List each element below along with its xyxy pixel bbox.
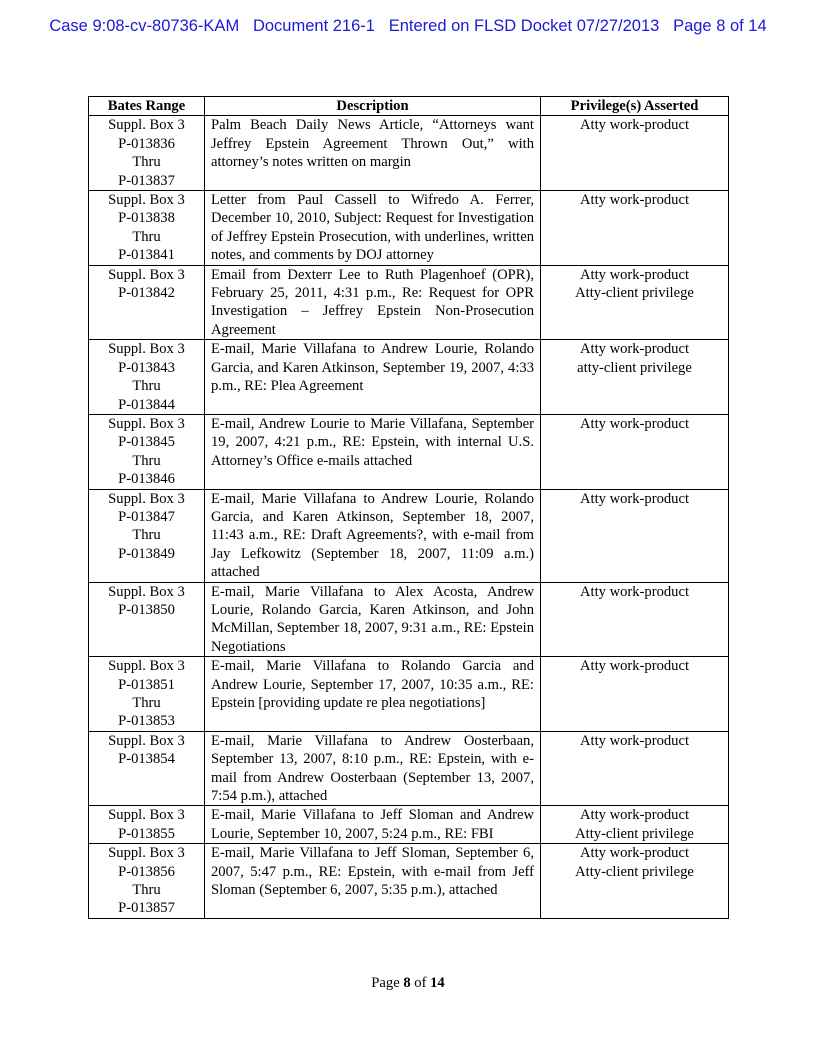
table-header-row — [89, 97, 729, 116]
bates-line: P-013844 — [118, 396, 175, 413]
table-row — [89, 414, 729, 489]
bates-line: P-013842 — [118, 285, 175, 302]
bates-line: Suppl. Box 3 — [108, 490, 185, 507]
bates-line: Suppl. Box 3 — [108, 117, 185, 134]
description-cell: E-mail, Marie Villafana to Jeff Sloman, September 6, 2007, 5:47 p.m., RE: Epstein, with e-mail from Jeff Sloman (September 6, 2007, 5:35 p.m.), attached — [205, 844, 541, 919]
footer-total-pages: 14 — [430, 975, 445, 991]
privilege-line: Atty work-product — [579, 415, 690, 432]
privilege-cell — [541, 657, 729, 732]
description-cell: E-mail, Marie Villafana to Andrew Lourie, Rolando Garcia, and Karen Atkinson, September 19, 2007, 4:33 p.m., RE: Plea Agreement — [205, 340, 541, 415]
bates-line: P-013857 — [118, 900, 175, 917]
table-row — [89, 806, 729, 844]
bates-line: Thru — [132, 378, 161, 395]
bates-line: P-013854 — [118, 751, 175, 768]
table-row — [89, 731, 729, 806]
bates-line: P-013856 — [118, 863, 175, 880]
footer-page-label: Page — [371, 975, 400, 991]
bates-line: P-013837 — [118, 172, 175, 189]
description-cell: E-mail, Marie Villafana to Jeff Sloman and Andrew Lourie, September 10, 2007, 5:24 p.m., RE: FBI — [205, 806, 541, 844]
privilege-line: Atty work-product — [579, 807, 690, 824]
bates-line: Thru — [132, 527, 161, 544]
bates-line: Thru — [132, 228, 161, 245]
bates-range-cell — [89, 657, 205, 732]
privilege-cell — [541, 844, 729, 919]
description-cell: Palm Beach Daily News Article, “Attorneys want Jeffrey Epstein Agreement Thrown Out,” with attorney’s notes written on margin — [205, 116, 541, 191]
privilege-line: Atty work-product — [579, 732, 690, 749]
bates-line: Suppl. Box 3 — [108, 266, 185, 283]
privilege-cell — [541, 116, 729, 191]
bates-line: Suppl. Box 3 — [108, 341, 185, 358]
docket-header — [0, 17, 816, 36]
bates-line: Suppl. Box 3 — [108, 658, 185, 675]
bates-range-cell — [89, 191, 205, 266]
table-row — [89, 191, 729, 266]
privilege-line: Atty work-product — [579, 845, 690, 862]
bates-line: P-013849 — [118, 545, 175, 562]
privilege-cell — [541, 582, 729, 657]
document-number: Document 216-1 — [252, 17, 375, 35]
privilege-line: Atty work-product — [579, 266, 690, 283]
bates-range-cell — [89, 489, 205, 582]
privilege-log-table — [88, 96, 729, 919]
bates-line: Thru — [132, 452, 161, 469]
bates-range-cell — [89, 340, 205, 415]
bates-line: Thru — [132, 154, 161, 171]
description-cell: Letter from Paul Cassell to Wifredo A. Ferrer, December 10, 2010, Subject: Request for Investigation of Jeffrey Epstein Prosecution, with underlines, written notes, and comments by DOJ attorney — [205, 191, 541, 266]
bates-line: P-013836 — [118, 135, 175, 152]
bates-line: P-013853 — [118, 713, 175, 730]
column-header-privilege: Privilege(s) Asserted — [541, 97, 729, 116]
bates-line: Thru — [132, 882, 161, 899]
privilege-cell — [541, 806, 729, 844]
description-cell: E-mail, Marie Villafana to Andrew Lourie, Rolando Garcia, and Karen Atkinson, September 18, 2007, 11:43 a.m., RE: Draft Agreements?, with e-mail from Jay Lefkowitz (September 18, 2007, 11:09 a.m.) attached — [205, 489, 541, 582]
table-row — [89, 116, 729, 191]
bates-line: P-013846 — [118, 471, 175, 488]
privilege-line: Atty-client privilege — [575, 863, 694, 880]
bates-line: Suppl. Box 3 — [108, 807, 185, 824]
privilege-line: Atty work-product — [579, 490, 690, 507]
case-number: Case 9:08-cv-80736-KAM — [49, 17, 240, 35]
privilege-cell — [541, 414, 729, 489]
privilege-cell — [541, 731, 729, 806]
bates-line: P-013851 — [118, 676, 175, 693]
description-cell: E-mail, Marie Villafana to Alex Acosta, Andrew Lourie, Rolando Garcia, Karen Atkinson, and John McMillan, September 18, 2007, 9:31 a.m., RE: Epstein Negotiations — [205, 582, 541, 657]
privilege-cell — [541, 191, 729, 266]
bates-line: P-013847 — [118, 508, 175, 525]
bates-line: Suppl. Box 3 — [108, 845, 185, 862]
header-page-number: Page 8 of 14 — [673, 17, 767, 35]
bates-range-cell — [89, 265, 205, 340]
privilege-line: Atty work-product — [579, 341, 690, 358]
bates-line: Suppl. Box 3 — [108, 415, 185, 432]
table-row — [89, 489, 729, 582]
bates-line: P-013838 — [118, 210, 175, 227]
footer-of-label: of — [414, 975, 427, 991]
bates-range-cell — [89, 582, 205, 657]
privilege-line: Atty-client privilege — [575, 285, 694, 302]
bates-line: P-013855 — [118, 825, 175, 842]
privilege-cell — [541, 265, 729, 340]
bates-range-cell — [89, 731, 205, 806]
description-cell: Email from Dexterr Lee to Ruth Plagenhoef (OPR), February 25, 2011, 4:31 p.m., Re: Request for OPR Investigation – Jeffrey Epstein Non-Prosecution Agreement — [205, 265, 541, 340]
description-cell: E-mail, Marie Villafana to Andrew Oosterbaan, September 13, 2007, 8:10 p.m., RE: Epstein, with e-mail from Andrew Oosterbaan (September 13, 2007, 7:54 p.m.), attached — [205, 731, 541, 806]
column-header-description: Description — [205, 97, 541, 116]
bates-range-cell — [89, 116, 205, 191]
privilege-cell — [541, 340, 729, 415]
footer-current-page: 8 — [403, 975, 411, 991]
privilege-line: Atty work-product — [579, 192, 690, 209]
bates-line: Thru — [132, 695, 161, 711]
bates-line: Suppl. Box 3 — [108, 583, 185, 600]
bates-line: P-013843 — [118, 359, 175, 376]
privilege-line: Atty-client privilege — [575, 825, 694, 842]
table-row — [89, 340, 729, 415]
bates-line: Suppl. Box 3 — [108, 192, 185, 209]
description-cell: E-mail, Andrew Lourie to Marie Villafana, September 19, 2007, 4:21 p.m., RE: Epstein, with internal U.S. Attorney’s Office e-mails attached — [205, 414, 541, 489]
page-footer — [0, 975, 816, 992]
bates-line: P-013845 — [118, 434, 175, 451]
description-cell: E-mail, Marie Villafana to Rolando Garcia and Andrew Lourie, September 17, 2007, 10:35 a.m., RE: Epstein [providing update re plea negotiations] — [205, 657, 541, 732]
table-row — [89, 657, 729, 732]
privilege-line: atty-client privilege — [577, 359, 692, 376]
table-row — [89, 844, 729, 919]
bates-line: P-013841 — [118, 247, 175, 264]
privilege-line: Atty work-product — [579, 658, 690, 675]
bates-line: Suppl. Box 3 — [108, 732, 185, 749]
bates-line: P-013850 — [118, 601, 175, 618]
table-row — [89, 582, 729, 657]
column-header-bates-range: Bates Range — [89, 97, 205, 116]
privilege-cell — [541, 489, 729, 582]
bates-range-cell — [89, 414, 205, 489]
table-row — [89, 265, 729, 340]
bates-range-cell — [89, 844, 205, 919]
bates-range-cell — [89, 806, 205, 844]
docket-entry: Entered on FLSD Docket 07/27/2013 — [388, 17, 660, 35]
privilege-line: Atty work-product — [579, 117, 690, 134]
privilege-line: Atty work-product — [579, 583, 690, 600]
